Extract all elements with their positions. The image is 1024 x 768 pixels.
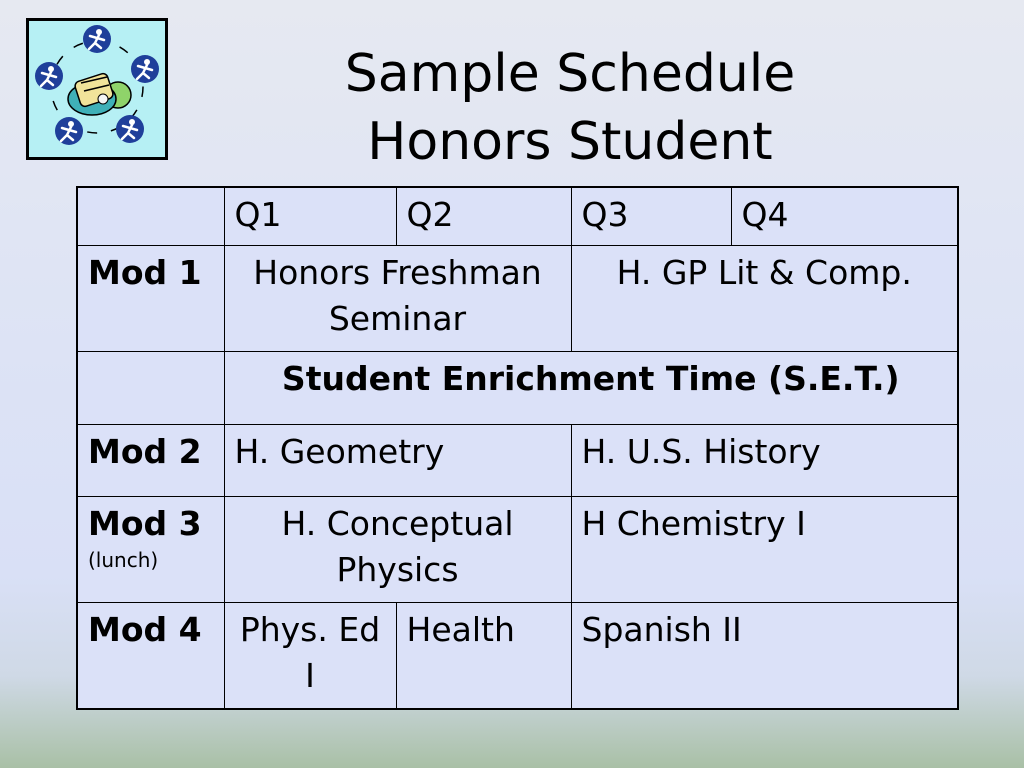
course-health: Health [396, 602, 571, 709]
corner-cell [77, 187, 224, 245]
quarter-header-q4: Q4 [731, 187, 958, 245]
course-honors-freshman-seminar: Honors Freshman Seminar [224, 245, 571, 351]
table-row-header [77, 187, 958, 245]
course-geometry: H. Geometry [224, 424, 571, 496]
quarter-header-q3: Q3 [571, 187, 731, 245]
course-phys-ed: Phys. Ed I [224, 602, 396, 709]
row-label-mod1: Mod 1 [77, 245, 224, 351]
schedule-table [76, 186, 959, 710]
student-enrichment-time: Student Enrichment Time (S.E.T.) [224, 351, 958, 424]
runner-icon-top [83, 25, 111, 53]
row-label-mod3 [77, 496, 224, 602]
table-row-mod2 [77, 424, 958, 496]
equipment-pile-icon [68, 72, 131, 115]
table-row-mod1 [77, 245, 958, 351]
course-chemistry: H Chemistry I [571, 496, 958, 602]
course-gp-lit-comp: H. GP Lit & Comp. [571, 245, 958, 351]
lunch-note: (lunch) [88, 547, 159, 572]
sports-clipart [26, 18, 168, 160]
mod3-label: Mod 3 [88, 503, 202, 543]
slide-title [260, 40, 880, 176]
course-spanish: Spanish II [571, 602, 958, 709]
course-conceptual-physics: H. Conceptual Physics [224, 496, 571, 602]
runner-icon-bottom-left [55, 117, 83, 145]
runner-icon-bottom-right [116, 115, 144, 143]
row-label-mod2: Mod 2 [77, 424, 224, 496]
course-us-history: H. U.S. History [571, 424, 958, 496]
sports-activity-cycle-icon [29, 21, 165, 157]
title-line-1: Sample Schedule [344, 44, 796, 104]
title-line-2: Honors Student [367, 112, 773, 172]
quarter-header-q1: Q1 [224, 187, 396, 245]
table-row-set [77, 351, 958, 424]
row-label-mod4: Mod 4 [77, 602, 224, 709]
runner-icon-right [131, 55, 159, 83]
row-label-set [77, 351, 224, 424]
runner-icon-left [35, 62, 63, 90]
quarter-header-q2: Q2 [396, 187, 571, 245]
table-row-mod4 [77, 602, 958, 709]
table-row-mod3 [77, 496, 958, 602]
